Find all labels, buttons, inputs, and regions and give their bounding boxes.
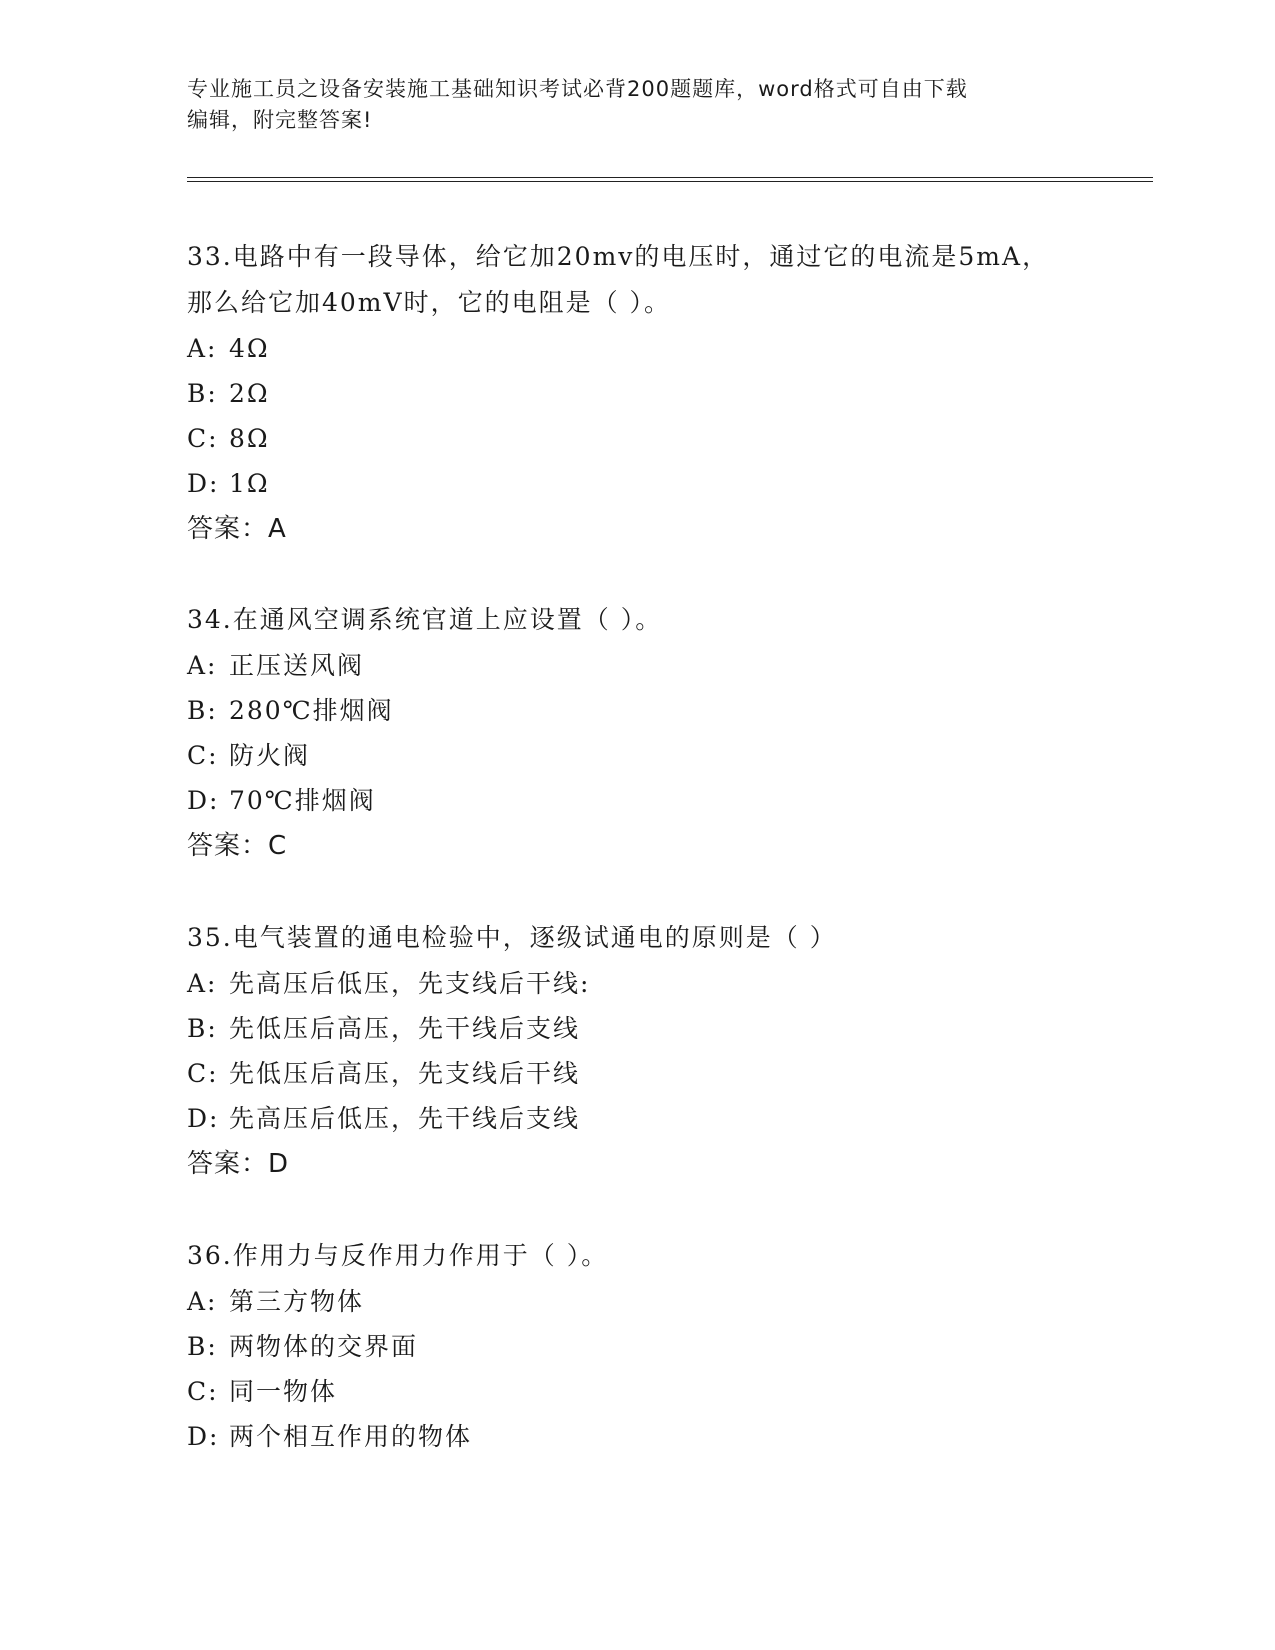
question-33	[187, 234, 1107, 552]
question-34	[187, 597, 1107, 869]
option-b	[187, 1324, 1107, 1369]
answer-line: 答案：C	[187, 831, 288, 861]
option-a	[187, 961, 1107, 1006]
option-letter: A:	[187, 969, 218, 998]
question-stem	[187, 915, 1107, 961]
option-letter: C:	[187, 424, 219, 453]
option-b	[187, 1006, 1107, 1051]
option-text: 先低压后高压，先支线后干线	[229, 1059, 581, 1088]
option-letter: B:	[187, 696, 218, 725]
question-stem-line: 36.作用力与反作用力作用于（ ）。	[187, 1241, 609, 1270]
option-letter: C:	[187, 741, 219, 770]
option-c	[187, 1369, 1107, 1414]
option-letter: C:	[187, 1377, 219, 1406]
option-text: 先低压后高压，先干线后支线	[229, 1014, 581, 1043]
option-c	[187, 733, 1107, 778]
option-text: 正压送风阀	[229, 651, 365, 680]
option-text: 防火阀	[229, 741, 311, 770]
option-d	[187, 778, 1107, 823]
option-d	[187, 1096, 1107, 1141]
option-d	[187, 1414, 1107, 1459]
answer-line: 答案：A	[187, 514, 287, 544]
option-text: 4Ω	[229, 334, 270, 363]
header-line-2: 编辑，附完整答案!	[187, 108, 373, 132]
question-stem-line: 33.电路中有一段导体，给它加20mv的电压时，通过它的电流是5mA，	[187, 242, 1050, 271]
option-letter: C:	[187, 1059, 219, 1088]
option-letter: A:	[187, 651, 218, 680]
header-line-1: 专业施工员之设备安装施工基础知识考试必背200题题库，word格式可自由下载	[187, 77, 968, 101]
option-c	[187, 416, 1107, 461]
question-stem	[187, 597, 1107, 643]
option-text: 第三方物体	[229, 1287, 365, 1316]
option-text: 280℃排烟阀	[229, 696, 394, 725]
option-letter: D:	[187, 1104, 220, 1133]
option-letter: B:	[187, 379, 218, 408]
option-letter: B:	[187, 1332, 218, 1361]
question-stem	[187, 1233, 1107, 1279]
answer-line: 答案：D	[187, 1149, 290, 1179]
option-c	[187, 1051, 1107, 1096]
option-text: 两物体的交界面	[229, 1332, 419, 1361]
option-letter: A:	[187, 334, 218, 363]
question-stem-line: 34.在通风空调系统官道上应设置（ ）。	[187, 605, 663, 634]
question-stem	[187, 234, 1107, 326]
option-b	[187, 371, 1107, 416]
option-letter: A:	[187, 1287, 218, 1316]
option-a	[187, 326, 1107, 371]
header-divider-top	[187, 177, 1153, 178]
option-letter: B:	[187, 1014, 218, 1043]
option-text: 先高压后低压，先支线后干线:	[229, 969, 591, 998]
option-letter: D:	[187, 469, 220, 498]
question-stem-line: 那么给它加40mV时，它的电阻是（ ）。	[187, 288, 672, 317]
option-text: 两个相互作用的物体	[229, 1422, 473, 1451]
question-stem-line: 35.电气装置的通电检验中，逐级试通电的原则是（ ）	[187, 923, 837, 952]
option-text: 同一物体	[229, 1377, 338, 1406]
option-letter: D:	[187, 786, 220, 815]
option-a	[187, 1279, 1107, 1324]
question-35	[187, 915, 1107, 1187]
option-text: 2Ω	[229, 379, 270, 408]
question-36	[187, 1233, 1107, 1459]
option-text: 70℃排烟阀	[229, 786, 376, 815]
document-header	[187, 74, 1087, 136]
option-b	[187, 688, 1107, 733]
option-text: 1Ω	[229, 469, 270, 498]
option-letter: D:	[187, 1422, 220, 1451]
option-a	[187, 643, 1107, 688]
option-text: 8Ω	[229, 424, 270, 453]
option-text: 先高压后低压，先干线后支线	[229, 1104, 581, 1133]
header-divider-bottom	[187, 181, 1153, 182]
option-d	[187, 461, 1107, 506]
